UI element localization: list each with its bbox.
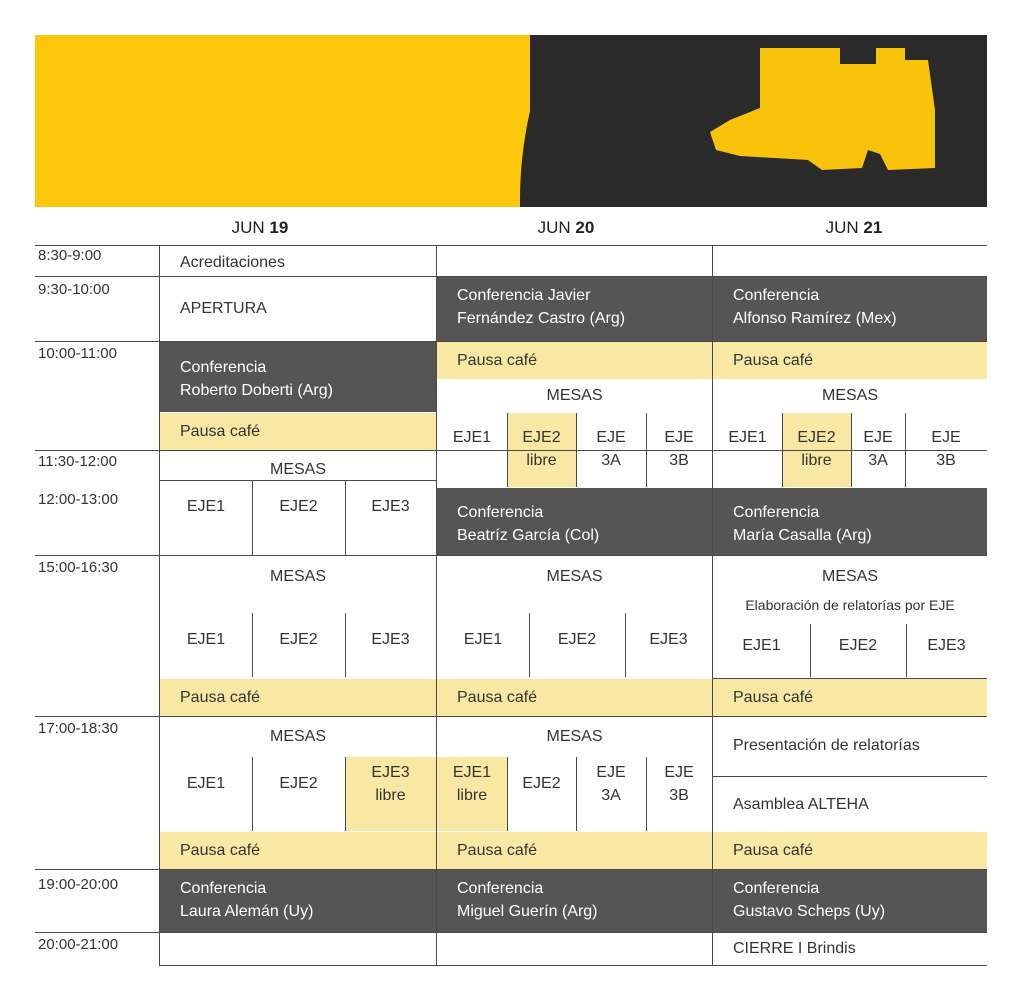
conference-cell xyxy=(713,277,987,341)
cell-text: libre xyxy=(375,787,406,804)
column-header-date: 20 xyxy=(575,218,595,237)
coffee-break-cell xyxy=(160,679,436,716)
cell-text: 3A xyxy=(868,452,888,469)
cell-text: EJE3 xyxy=(371,498,410,515)
cell-text: MESAS xyxy=(821,387,878,404)
cell-text: Alfonso Ramírez (Mex) xyxy=(733,310,897,327)
grid-line xyxy=(35,932,987,933)
table-cell xyxy=(160,481,252,555)
cell-text: Fernández Castro (Arg) xyxy=(457,310,626,327)
schedule-cell xyxy=(713,596,987,624)
table-cell xyxy=(345,613,436,677)
grid-line xyxy=(782,413,783,487)
cell-text: Conferencia xyxy=(733,287,820,304)
coffee-break-cell xyxy=(160,832,436,869)
table-cell xyxy=(576,757,646,831)
grid-line xyxy=(35,276,987,277)
grid-line xyxy=(906,624,907,677)
grid-line xyxy=(345,757,346,831)
cell-text: Conferencia xyxy=(180,880,267,897)
cell-text: libre xyxy=(526,452,557,469)
cell-text: EJE3 xyxy=(371,631,410,648)
cell-text: Asamblea ALTEHA xyxy=(733,796,869,813)
cell-text: EJE2 xyxy=(522,429,561,446)
cell-text: Laura Alemán (Uy) xyxy=(180,903,314,920)
table-cell xyxy=(160,613,252,677)
cell-text: Beatríz García (Col) xyxy=(457,527,600,544)
time-slot-label: 10:00-11:00 xyxy=(38,345,117,362)
cell-text: Pausa café xyxy=(733,352,814,369)
cell-text: 3B xyxy=(669,452,689,469)
cell-text: EJE2 xyxy=(279,631,318,648)
coffee-break-cell xyxy=(160,413,436,450)
cell-text: Pausa café xyxy=(457,689,538,706)
cell-text: Gustavo Scheps (Uy) xyxy=(733,903,886,920)
tables-heading xyxy=(713,556,987,596)
cell-text: EJE1 xyxy=(186,631,226,648)
grid-line xyxy=(851,413,852,487)
cell-text: Roberto Doberti (Arg) xyxy=(180,382,333,399)
cell-text: 3A xyxy=(601,452,621,469)
cell-text: Conferencia xyxy=(733,504,820,521)
conference-cell xyxy=(437,277,712,341)
conference-cell xyxy=(437,870,712,932)
grid-line xyxy=(507,413,508,487)
schedule-cell xyxy=(160,246,436,276)
grid-line xyxy=(160,480,436,481)
grid-line xyxy=(576,757,577,831)
tables-heading xyxy=(160,451,436,481)
table-cell xyxy=(437,613,529,677)
cell-text: EJE xyxy=(596,764,626,781)
table-cell xyxy=(507,757,576,831)
cell-text: MESAS xyxy=(821,568,878,585)
table-cell xyxy=(345,481,436,555)
grid-line xyxy=(252,481,253,555)
cell-text: Pausa café xyxy=(180,842,261,859)
column-header-prefix: JUN xyxy=(231,218,270,237)
cell-text: EJE xyxy=(664,429,694,446)
table-cell xyxy=(906,624,987,677)
time-slot-label: 19:00-20:00 xyxy=(38,876,119,893)
cell-text: EJE2 xyxy=(279,775,318,792)
table-cell xyxy=(646,757,712,831)
column-header-day xyxy=(466,218,666,238)
grid-line xyxy=(35,716,987,717)
cell-text: EJE1 xyxy=(742,637,781,654)
time-slot-label: 12:00-13:00 xyxy=(38,491,119,508)
grid-line xyxy=(646,757,647,831)
time-slot-label: 17:00-18:30 xyxy=(38,720,119,737)
cell-text: EJE1 xyxy=(463,631,503,648)
grid-line xyxy=(345,481,346,555)
tables-heading xyxy=(160,717,436,757)
schedule-cell xyxy=(713,933,987,965)
cell-text: EJE xyxy=(596,429,626,446)
grid-line xyxy=(713,678,987,679)
cell-text: CIERRE I Brindis xyxy=(733,940,856,957)
tables-heading xyxy=(437,380,712,413)
cell-text: Conferencia xyxy=(733,880,820,897)
conference-cell xyxy=(160,870,436,932)
time-slot-label: 20:00-21:00 xyxy=(38,936,119,953)
grid-line xyxy=(905,413,906,487)
cell-text: EJE xyxy=(664,764,694,781)
cell-text: 3B xyxy=(669,787,689,804)
cell-text: Pausa café xyxy=(180,689,261,706)
coffee-break-cell xyxy=(437,832,712,869)
grid-line xyxy=(713,776,987,777)
cell-text: Pausa café xyxy=(180,423,261,440)
conference-cell xyxy=(437,488,712,556)
grid-line xyxy=(625,613,626,677)
coffee-break-cell xyxy=(437,342,712,379)
tables-heading xyxy=(437,556,712,613)
conference-cell xyxy=(713,488,987,556)
cell-text: Elaboración de relatorías por EJE xyxy=(745,597,955,613)
table-cell xyxy=(252,757,345,831)
table-cell xyxy=(625,613,712,677)
cell-text: EJE xyxy=(931,429,961,446)
grid-line xyxy=(345,613,346,677)
cell-text: MESAS xyxy=(546,387,603,404)
cell-text: MESAS xyxy=(269,568,326,585)
table-cell xyxy=(437,757,507,831)
grid-line xyxy=(35,245,987,246)
cell-text: EJE3 xyxy=(927,637,966,654)
grid-line xyxy=(507,757,508,831)
grid-line xyxy=(529,613,530,677)
tables-heading xyxy=(160,556,436,613)
column-header-date: 19 xyxy=(269,218,289,237)
grid-line xyxy=(35,555,987,556)
cell-text: EJE2 xyxy=(838,637,878,654)
cell-text: EJE2 xyxy=(557,631,597,648)
grid-line xyxy=(35,869,987,870)
time-slot-label: 15:00-16:30 xyxy=(38,559,119,576)
cell-text: EJE3 xyxy=(649,631,688,648)
table-cell xyxy=(345,757,436,831)
grid-line xyxy=(35,450,987,451)
cell-text: MESAS xyxy=(269,461,326,478)
time-slot-label: 9:30-10:00 xyxy=(38,281,110,298)
coffee-break-cell xyxy=(713,679,987,716)
cell-text: EJE1 xyxy=(728,429,767,446)
table-cell xyxy=(713,624,810,677)
coffee-break-cell xyxy=(437,679,712,716)
conference-cell xyxy=(160,342,436,412)
grid-line xyxy=(436,246,437,966)
cell-text: EJE1 xyxy=(452,764,492,781)
table-cell xyxy=(529,613,625,677)
table-cell xyxy=(252,481,345,555)
cell-text: Pausa café xyxy=(457,352,538,369)
cell-text: 3A xyxy=(601,787,621,804)
cell-text: Conferencia xyxy=(457,880,544,897)
cell-text: libre xyxy=(801,452,832,469)
column-header-prefix: JUN xyxy=(537,218,576,237)
cell-text: EJE xyxy=(863,429,893,446)
cell-text: Miguel Guerín (Arg) xyxy=(457,903,598,920)
time-slot-label: 8:30-9:00 xyxy=(38,247,102,264)
cell-text: 3B xyxy=(936,452,956,469)
cell-text: Pausa café xyxy=(733,689,814,706)
cell-text: EJE1 xyxy=(186,775,226,792)
grid-line xyxy=(159,246,160,966)
schedule-cell xyxy=(713,717,987,775)
cell-text: MESAS xyxy=(546,568,603,585)
time-slot-label: 11:30-12:00 xyxy=(38,453,117,470)
cell-text: MESAS xyxy=(546,728,603,745)
grid-line xyxy=(252,613,253,677)
table-cell xyxy=(252,613,345,677)
table-cell xyxy=(810,624,906,677)
conference-cell xyxy=(713,870,987,932)
table-cell xyxy=(160,757,252,831)
grid-line xyxy=(646,413,647,487)
coffee-break-cell xyxy=(713,342,987,379)
column-header-day xyxy=(754,218,954,238)
cell-text: EJE2 xyxy=(279,498,318,515)
cell-text: MESAS xyxy=(269,728,326,745)
cell-text: EJE1 xyxy=(452,429,492,446)
column-header-prefix: JUN xyxy=(825,218,864,237)
cell-text: Pausa café xyxy=(733,842,814,859)
grid-line xyxy=(160,965,987,966)
cell-text: Conferencia xyxy=(180,359,267,376)
grid-line xyxy=(35,341,987,342)
grid-line xyxy=(810,624,811,677)
cell-text: Acreditaciones xyxy=(180,254,285,271)
cell-text: EJE3 xyxy=(371,764,410,781)
cell-text: Presentación de relatorías xyxy=(733,737,920,754)
column-header-day xyxy=(160,218,360,238)
coffee-break-cell xyxy=(713,832,987,869)
schedule-cell xyxy=(160,277,436,341)
grid-line xyxy=(576,413,577,487)
grid-line xyxy=(252,757,253,831)
grid-line xyxy=(712,246,713,966)
cell-text: EJE2 xyxy=(797,429,836,446)
cell-text: Conferencia xyxy=(457,504,544,521)
tables-heading xyxy=(437,717,712,757)
cell-text: EJE1 xyxy=(186,498,226,515)
cell-text: Conferencia Javier xyxy=(457,287,591,304)
column-header-date: 21 xyxy=(863,218,883,237)
cell-text: libre xyxy=(456,787,488,804)
schedule-cell xyxy=(713,776,987,831)
cell-text: Pausa café xyxy=(457,842,538,859)
tables-heading xyxy=(713,380,987,413)
cell-text: APERTURA xyxy=(180,300,267,317)
cell-text: María Casalla (Arg) xyxy=(733,527,872,544)
cell-text: EJE2 xyxy=(522,775,561,792)
